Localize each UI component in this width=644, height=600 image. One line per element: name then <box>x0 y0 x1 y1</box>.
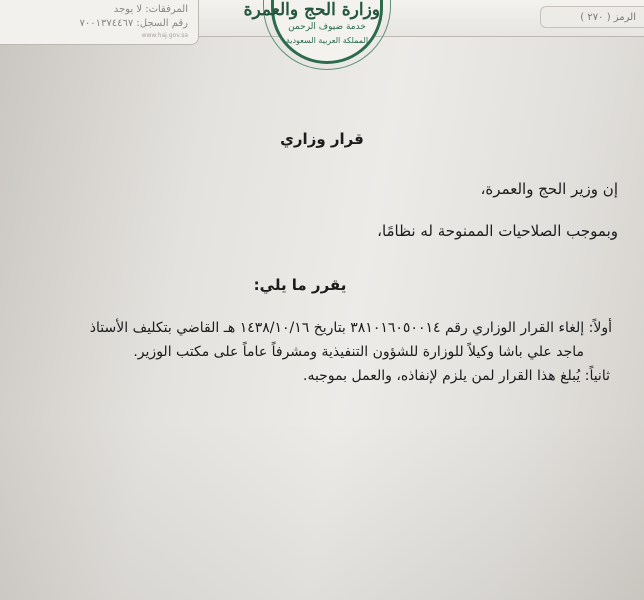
code-label: الرمز ( ٢٧٠ ) <box>540 6 644 28</box>
record-number-line: رقم السجل: ٧٠٠١٣٧٤٤٦٧ <box>79 18 188 29</box>
paper-shadow <box>0 420 644 600</box>
intro-line-authority: وبموجب الصلاحيات الممنوحة له نظامًا، <box>377 222 618 240</box>
website-line: www.haj.gov.sa <box>141 32 188 39</box>
intro-line-minister: إن وزير الحج والعمرة، <box>480 180 618 198</box>
reference-box <box>0 0 199 45</box>
item-one-line-two: ماجد علي باشا وكيلاً للوزارة للشؤون التنفيذية ومشرفاً عاماً على مكتب الوزير. <box>133 344 584 360</box>
logo-country: المملكة العربية السعودية <box>285 36 369 45</box>
decision-title: قرار وزاري <box>280 130 364 148</box>
item-one-line-one: أولاً: إلغاء القرار الوزاري رقم ٣٨١٠١٦٠٥٠٠١٤ بتاريخ ١٤٣٨/١٠/١٦ هـ القاضي بتكليف الأستاذ <box>89 320 612 336</box>
logo-motto: خدمة ضيوف الرحمن <box>288 22 366 32</box>
decides-heading: يقرر ما يلي: <box>253 276 347 294</box>
attachments-line: المرفقات: لا يوجد <box>113 4 188 15</box>
item-two: ثانياً: يُبلغ هذا القرار لمن يلزم لإنفاذه، والعمل بموجبه. <box>303 368 610 384</box>
logo-ministry-name: وزارة الحج والعمرة <box>243 0 380 20</box>
